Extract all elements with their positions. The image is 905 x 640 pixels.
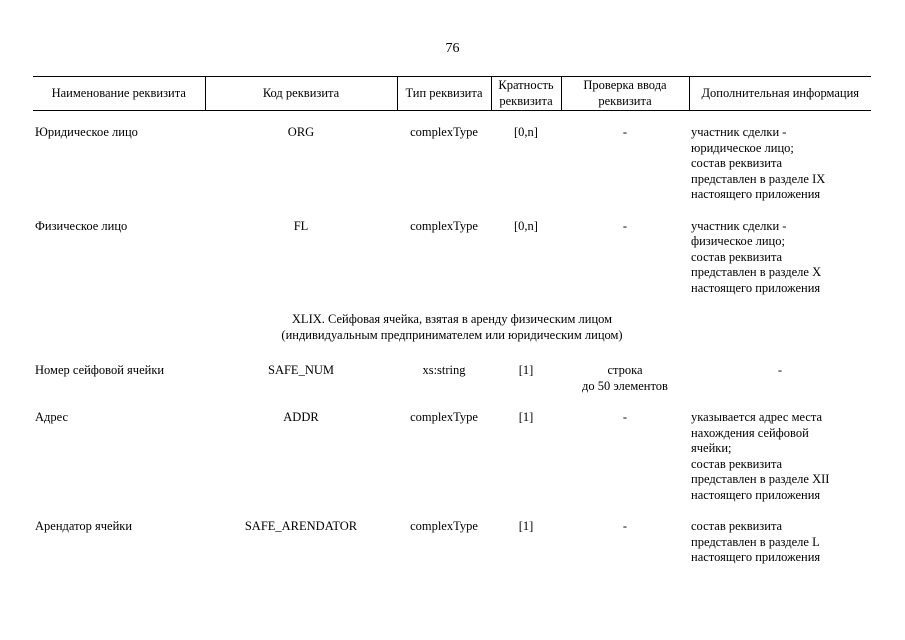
header-multiplicity: Кратность реквизита	[491, 77, 561, 111]
cell-additional-info: -	[777, 363, 783, 377]
table-row	[33, 519, 871, 566]
section-heading	[33, 312, 871, 343]
cell-code: ORG	[287, 125, 315, 139]
page-number: 76	[445, 41, 460, 56]
cell-additional-info	[689, 219, 871, 297]
table-row	[33, 410, 871, 503]
cell-name: Адрес	[35, 410, 69, 424]
info-line: представлен в разделе X	[691, 265, 822, 279]
cell-name: Юридическое лицо	[35, 125, 138, 139]
cell-name: Физическое лицо	[35, 218, 128, 233]
section-heading-line: XLIX. Сейфовая ячейка, взятая в аренду физическим лицом	[291, 312, 613, 326]
header-type: Тип реквизита	[397, 77, 491, 111]
info-line: нахождения сейфовой	[691, 425, 809, 440]
info-line: настоящего приложения	[691, 550, 821, 564]
info-line: участник сделки -	[691, 125, 787, 139]
info-line: физическое лицо;	[691, 234, 785, 248]
check-line: строка	[607, 363, 643, 377]
header-input-check: Проверка ввода реквизита	[561, 77, 689, 111]
cell-name: Номер сейфовой ячейки	[35, 363, 165, 377]
cell-multiplicity: [1]	[518, 410, 534, 424]
cell-input-check: -	[622, 125, 628, 139]
cell-code: SAFE_ARENDATOR	[244, 519, 358, 533]
cell-multiplicity: [1]	[518, 363, 534, 377]
info-line: настоящего приложения	[691, 487, 821, 502]
header-additional-info: Дополнительная информация	[689, 77, 871, 111]
info-line: представлен в разделе IX	[691, 171, 826, 186]
header-name: Наименование реквизита	[33, 77, 205, 111]
cell-multiplicity: [0,n]	[514, 218, 538, 233]
info-line: настоящего приложения	[691, 280, 821, 295]
cell-type: complexType	[410, 218, 478, 233]
info-line: указывается адрес места	[691, 410, 823, 424]
cell-input-check: -	[622, 410, 628, 424]
table-row	[33, 125, 871, 203]
cell-additional-info	[689, 125, 871, 203]
info-line: представлен в разделе XII	[691, 472, 830, 486]
info-line: представлен в разделе L	[691, 534, 820, 549]
info-line: участник сделки -	[691, 218, 787, 233]
cell-type: complexType	[410, 410, 478, 424]
table-row	[33, 219, 871, 297]
cell-code: FL	[293, 218, 309, 233]
cell-additional-info	[689, 410, 871, 503]
cell-input-check: -	[622, 519, 628, 533]
info-line: юридическое лицо;	[691, 140, 794, 155]
info-line: состав реквизита	[691, 456, 783, 471]
cell-code: ADDR	[283, 410, 319, 424]
table-header-row	[33, 77, 871, 111]
info-line: состав реквизита	[691, 519, 783, 533]
info-line: ячейки;	[691, 441, 732, 455]
cell-type: complexType	[410, 125, 478, 139]
requisites-table	[33, 76, 871, 566]
cell-type: complexType	[410, 519, 478, 533]
info-line: состав реквизита	[691, 249, 783, 264]
cell-multiplicity: [0,n]	[514, 125, 538, 139]
cell-type: xs:string	[422, 363, 466, 377]
cell-multiplicity: [1]	[518, 519, 534, 533]
cell-additional-info	[689, 519, 871, 566]
header-code: Код реквизита	[205, 77, 397, 111]
section-heading-row	[33, 312, 871, 343]
cell-input-check	[561, 363, 689, 394]
info-line: настоящего приложения	[691, 187, 821, 201]
table-row	[33, 363, 871, 394]
section-heading-line: (индивидуальным предпринимателем или юридическим лицом)	[281, 327, 623, 342]
cell-name: Арендатор ячейки	[35, 519, 133, 533]
check-line: до 50 элементов	[582, 378, 668, 393]
cell-code: SAFE_NUM	[268, 363, 334, 377]
requisites-table-container	[33, 76, 871, 566]
info-line: состав реквизита	[691, 156, 783, 170]
cell-input-check: -	[622, 218, 628, 233]
